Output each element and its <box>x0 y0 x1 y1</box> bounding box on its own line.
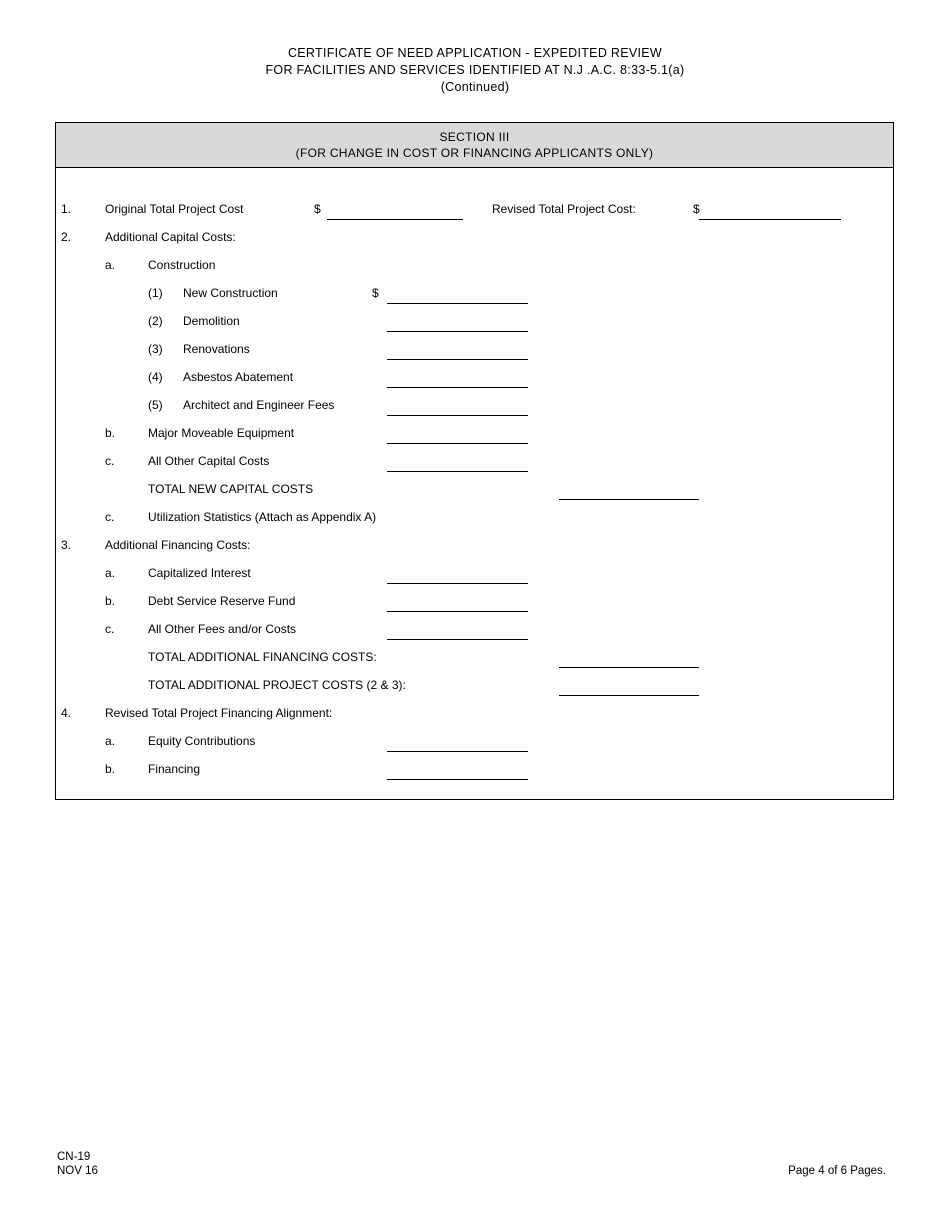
item-number: 2. <box>61 230 72 244</box>
total-additional-project-costs-input[interactable] <box>559 671 699 696</box>
title-line-1: CERTIFICATE OF NEED APPLICATION - EXPEDITED REVIEW <box>287 46 663 60</box>
utilization-statistics-label: Utilization Statistics (Attach as Appendix A) <box>148 510 377 524</box>
debt-service-reserve-fund-input[interactable] <box>387 587 528 612</box>
renovations-input[interactable] <box>387 335 528 360</box>
original-total-project-cost-label: Original Total Project Cost <box>105 202 244 216</box>
additional-capital-costs-label: Additional Capital Costs: <box>105 230 236 244</box>
total-new-capital-costs-label: TOTAL NEW CAPITAL COSTS <box>148 482 314 496</box>
section-body <box>56 168 893 783</box>
document-title <box>0 45 950 96</box>
title-line-2: FOR FACILITIES AND SERVICES IDENTIFIED AT N.J .A.C. 8:33-5.1(a) <box>265 63 685 77</box>
row-total-project-cost <box>56 195 893 223</box>
row-total-additional-project-costs <box>56 671 893 699</box>
capitalized-interest-input[interactable] <box>387 559 528 584</box>
debt-service-reserve-fund-label: Debt Service Reserve Fund <box>148 594 296 608</box>
new-construction-input[interactable] <box>387 279 528 304</box>
new-construction-label: New Construction <box>183 286 278 300</box>
item-letter: b. <box>105 762 116 776</box>
total-additional-financing-costs-label: TOTAL ADDITIONAL FINANCING COSTS: <box>148 650 377 664</box>
financing-input[interactable] <box>387 755 528 780</box>
equity-contributions-input[interactable] <box>387 727 528 752</box>
row-major-moveable-equipment <box>56 419 893 447</box>
all-other-capital-costs-label: All Other Capital Costs <box>148 454 270 468</box>
row-total-additional-financing-costs <box>56 643 893 671</box>
row-additional-financing-costs <box>56 531 893 559</box>
item-letter: a. <box>105 734 116 748</box>
item-index: (5) <box>148 398 163 412</box>
additional-financing-costs-label: Additional Financing Costs: <box>105 538 251 552</box>
all-other-fees-costs-input[interactable] <box>387 615 528 640</box>
total-additional-financing-costs-input[interactable] <box>559 643 699 668</box>
item-index: (1) <box>148 286 163 300</box>
row-additional-capital-costs <box>56 223 893 251</box>
revised-financing-alignment-label: Revised Total Project Financing Alignment: <box>105 706 333 720</box>
item-letter: c. <box>105 622 115 636</box>
capitalized-interest-label: Capitalized Interest <box>148 566 251 580</box>
demolition-label: Demolition <box>183 314 240 328</box>
item-letter: a. <box>105 566 116 580</box>
item-letter: b. <box>105 594 116 608</box>
row-all-other-fees-costs <box>56 615 893 643</box>
row-renovations <box>56 335 893 363</box>
item-number: 1. <box>61 202 72 216</box>
row-architect-engineer-fees <box>56 391 893 419</box>
item-letter: c. <box>105 454 115 468</box>
dollar-sign: $ <box>314 202 321 216</box>
row-new-construction <box>56 279 893 307</box>
asbestos-abatement-label: Asbestos Abatement <box>183 370 294 384</box>
row-all-other-capital-costs <box>56 447 893 475</box>
form-identifier <box>57 1150 98 1178</box>
all-other-fees-costs-label: All Other Fees and/or Costs <box>148 622 297 636</box>
row-debt-service-reserve-fund <box>56 587 893 615</box>
item-letter: b. <box>105 426 116 440</box>
title-line-3: (Continued) <box>440 80 510 94</box>
row-demolition <box>56 307 893 335</box>
financing-label: Financing <box>148 762 201 776</box>
demolition-input[interactable] <box>387 307 528 332</box>
item-number: 4. <box>61 706 72 720</box>
dollar-sign: $ <box>372 286 379 300</box>
item-letter: c. <box>105 510 115 524</box>
row-revised-financing-alignment <box>56 699 893 727</box>
original-total-project-cost-input[interactable] <box>327 195 463 220</box>
equity-contributions-label: Equity Contributions <box>148 734 256 748</box>
row-utilization-statistics <box>56 503 893 531</box>
section-subtitle: (FOR CHANGE IN COST OR FINANCING APPLICANTS ONLY) <box>295 146 654 160</box>
architect-engineer-fees-label: Architect and Engineer Fees <box>183 398 335 412</box>
dollar-sign: $ <box>693 202 700 216</box>
item-letter: a. <box>105 258 116 272</box>
row-equity-contributions <box>56 727 893 755</box>
row-asbestos-abatement <box>56 363 893 391</box>
page-number: Page 4 of 6 Pages. <box>788 1165 886 1177</box>
major-moveable-equipment-label: Major Moveable Equipment <box>148 426 295 440</box>
total-additional-project-costs-label: TOTAL ADDITIONAL PROJECT COSTS (2 & 3): <box>148 678 406 692</box>
form-code: CN-19 <box>57 1151 91 1163</box>
renovations-label: Renovations <box>183 342 250 356</box>
total-new-capital-costs-input[interactable] <box>559 475 699 500</box>
item-index: (3) <box>148 342 163 356</box>
section-header <box>56 123 893 168</box>
all-other-capital-costs-input[interactable] <box>387 447 528 472</box>
revised-total-project-cost-label: Revised Total Project Cost: <box>492 202 636 216</box>
row-construction <box>56 251 893 279</box>
row-capitalized-interest <box>56 559 893 587</box>
row-financing <box>56 755 893 783</box>
construction-label: Construction <box>148 258 216 272</box>
form-date: NOV 16 <box>57 1165 98 1177</box>
row-total-new-capital-costs <box>56 475 893 503</box>
item-index: (2) <box>148 314 163 328</box>
architect-engineer-fees-input[interactable] <box>387 391 528 416</box>
item-number: 3. <box>61 538 72 552</box>
asbestos-abatement-input[interactable] <box>387 363 528 388</box>
major-moveable-equipment-input[interactable] <box>387 419 528 444</box>
section-title: SECTION III <box>439 130 510 144</box>
revised-total-project-cost-input[interactable] <box>699 195 841 220</box>
section-3-box <box>55 122 894 800</box>
item-index: (4) <box>148 370 163 384</box>
